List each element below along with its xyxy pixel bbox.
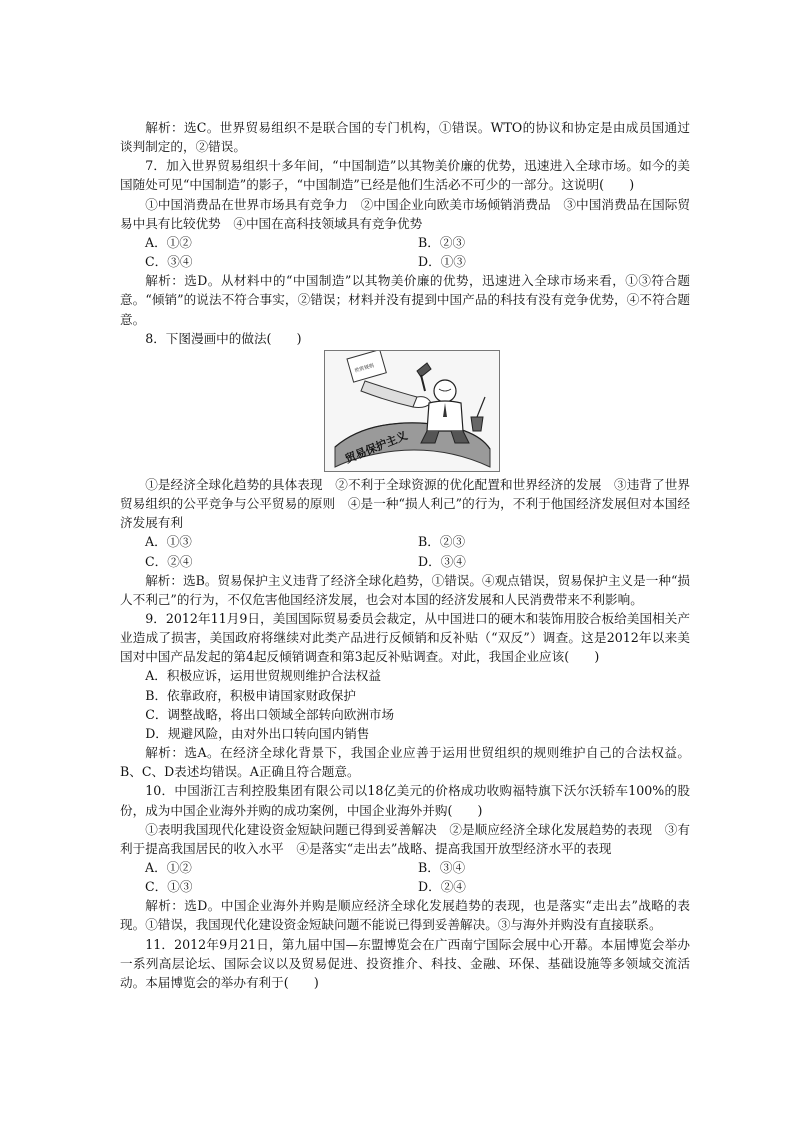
q11-stem: 11．2012年9月21日，第九届中国—东盟博览会在广西南宁国际会展中心开幕。本届博览会举办一系列高层论坛、国际会议以及贸易促进、投资推介、科技、金融、环保、基础设施等多领域交流活动。本届博览会的举办有利于( ) [120, 936, 690, 990]
q8-statements: ①是经济全球化趋势的具体表现 ②不利于全球资源的优化配置和世界经济的发展 ③违背了世界贸易组织的公平竞争与公平贸易的原则 ④是一种“损人利己”的行为，不利于他国经济发展但对本国经济发展有利 [120, 476, 690, 531]
q7-statements: ①中国消费品在世界市场具有竞争力 ②中国企业向欧美市场倾销消费品 ③中国消费品在国际贸易中具有比较优势 ④中国在高科技领域具有竞争优势 [120, 196, 690, 231]
q8-option-c[interactable]: C．②④ [145, 553, 193, 569]
q9-option-b[interactable]: B．依靠政府，积极申请国家财政保护 [145, 687, 356, 703]
q8-option-d[interactable]: D．③④ [418, 553, 466, 569]
paper-text: 世贸规则 [353, 362, 375, 375]
q8-option-b[interactable]: B．②③ [418, 534, 466, 550]
q7-option-c[interactable]: C．③④ [145, 254, 193, 270]
q9-option-d[interactable]: D．规避风险，由对外出口转向国内销售 [145, 725, 370, 741]
trade-protectionism-cartoon [324, 350, 500, 472]
q8-options-row-1 [120, 532, 690, 551]
cartoon-illustration [325, 351, 499, 471]
q10-option-b[interactable]: B．③④ [418, 860, 466, 875]
q10-stem: 10．中国浙江吉利控股集团有限公司以18亿美元的价格成功收购福特旗下沃尔沃轿车100%的股份，成为中国企业海外并购的成功案例，中国企业海外并购( ) [120, 783, 690, 818]
page-content [120, 118, 690, 992]
q10-option-c[interactable]: C．①③ [145, 879, 193, 895]
wall-text: 贸易保护主义 [343, 428, 410, 466]
q7-stem: 7．加入世界贸易组织十多年间，“中国制造”以其物美价廉的优势，迅速进入全球市场。如今的美国随处可见“中国制造”的影子，“中国制造”已经是他们生活必不可少的一部分。这说明( ) [120, 158, 690, 193]
q6-analysis: 解析：选C。世界贸易组织不是联合国的专门机构，①错误。WTO的协议和协定是由成员国通过谈判制定的，②错误。 [120, 120, 690, 155]
q10-options-row-2 [120, 877, 690, 896]
q7-analysis: 解析：选D。从材料中的“中国制造”以其物美价廉的优势，迅速进入全球市场来看，①③符合题意。“倾销”的说法不符合事实，②错误；材料并没有提到中国产品的科技有没有竞争优势，④不符合题意。 [120, 273, 690, 327]
q9-analysis: 解析：选A。在经济全球化背景下，我国企业应善于运用世贸组织的规则维护自己的合法权益。B、C、D表述均错误。A正确且符合题意。 [120, 745, 690, 780]
q9-stem: 9．2012年11月9日，美国国际贸易委员会裁定，从中国进口的硬木和装饰用胶合板给美国相关产业造成了损害，美国政府将继续对此类产品进行反倾销和反补贴（“双反”）调查。这是2012年以来美国对中国产品发起的第4起反倾销调查和第3起反补贴调查。对此，我国企业应该( ) [120, 610, 690, 665]
q10-option-d[interactable]: D．②④ [418, 879, 466, 895]
q10-analysis: 解析：选D。中国企业海外并购是顺应经济全球化发展趋势的表现，也是落实“走出去”战略的表现。①错误，我国现代化建设资金短缺问题不能说已得到妥善解决。③与海外并购没有直接联系。 [120, 898, 690, 933]
q8-stem: 8．下图漫画中的做法( ) [145, 330, 302, 346]
q7-option-d[interactable]: D．①③ [418, 254, 466, 270]
q7-option-a[interactable]: A．①② [145, 234, 192, 250]
q10-options-row-1 [120, 858, 690, 877]
q10-option-a[interactable]: A．①② [145, 860, 192, 875]
q9-option-c[interactable]: C．调整战略，将出口领域全部转向欧洲市场 [145, 706, 395, 722]
q10-statements: ①表明我国现代化建设资金短缺问题已得到妥善解决 ②是顺应经济全球化发展趋势的表现 ③有利于提高我国居民的收入水平 ④是落实“走出去”战略、提高我国开放型经济水平的表现 [120, 821, 690, 856]
q7-options-row-1 [120, 233, 690, 252]
q9-option-a[interactable]: A．积极应诉，运用世贸规则维护合法权益 [145, 668, 381, 684]
q8-options-row-2 [120, 552, 690, 571]
q7-options-row-2 [120, 252, 690, 271]
q8-analysis: 解析：选B。贸易保护主义违背了经济全球化趋势，①错误。④观点错误，贸易保护主义是一种“损人不利己”的行为，不仅危害他国经济发展，也会对本国的经济发展和人民消费带来不利影响。 [120, 572, 690, 607]
q7-option-b[interactable]: B．②③ [418, 234, 466, 250]
q8-option-a[interactable]: A．①③ [145, 534, 192, 550]
